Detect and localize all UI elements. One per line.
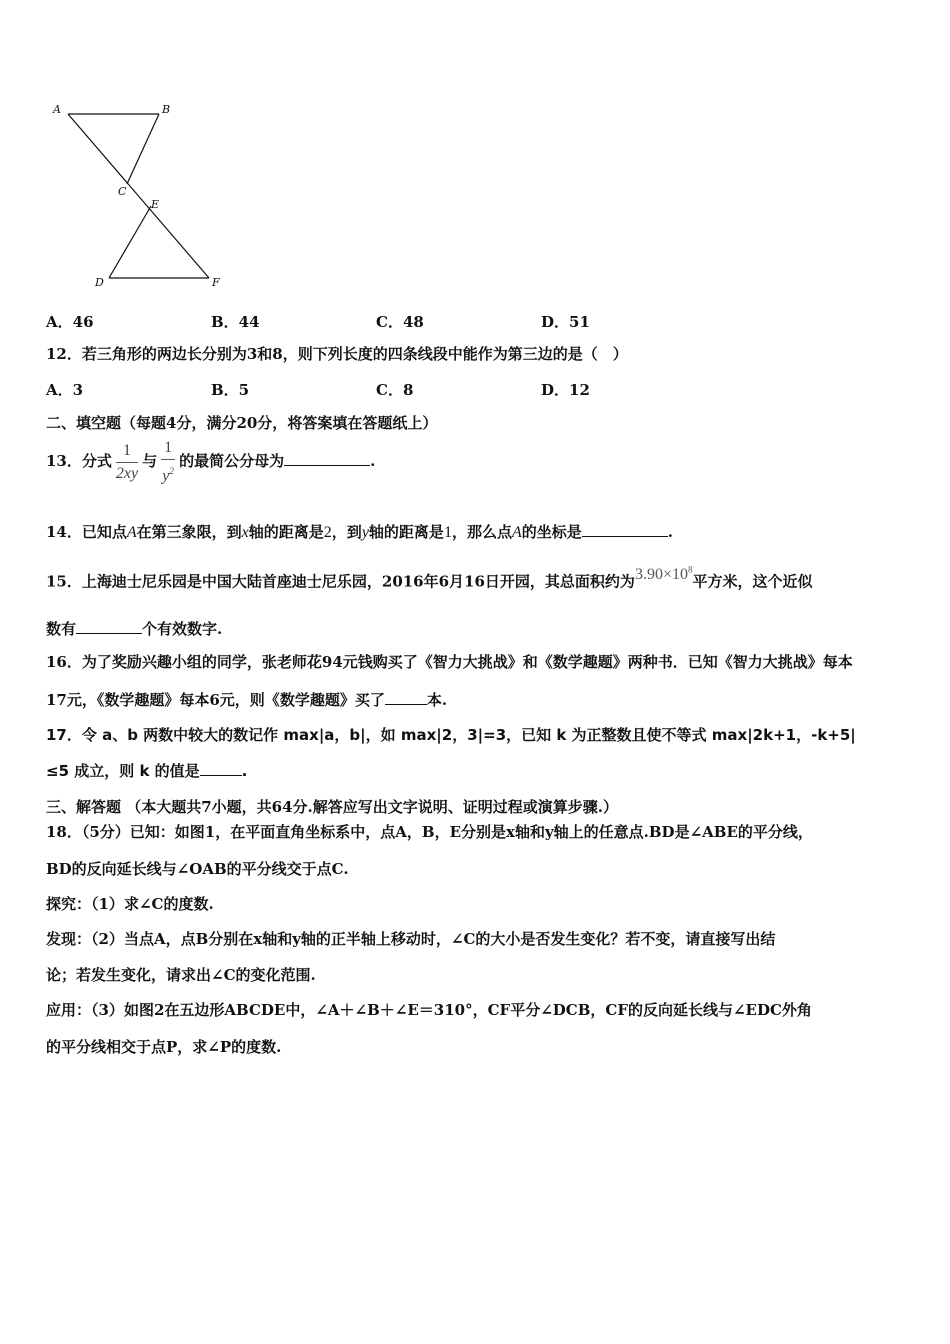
q11-option-d: D．51: [541, 313, 590, 331]
q13-prefix: 13．分式: [46, 452, 112, 470]
q17-question-line2: ≤5 成立，则 k 的值是 .: [46, 762, 248, 780]
label-a: A: [53, 103, 61, 116]
q17-question-line1: 17．令 a、b 两数中较大的数记作 max|a，b|，如 max|2，3|=3，已知 k 为正整数且使不等式 max|2k+1，-k+5|: [46, 726, 856, 744]
fraction-1-over-2xy: $\frac{1}{2xy}$: [115, 441, 139, 482]
q11-option-a: A．46: [46, 313, 94, 331]
label-b: B: [162, 103, 171, 116]
q16-question-line2: 17元，《数学趣题》每本6元，则《数学趣题》买了 本.: [46, 691, 448, 709]
segment-af: [68, 114, 209, 278]
q12-option-d: D．12: [541, 381, 590, 399]
q13-suffix: 的最简公分母为: [179, 452, 285, 470]
fraction-1-over-y2: $\frac{1}{y^2}$: [162, 438, 174, 485]
q18-line2: BD的反向延长线与∠OAB的平分线交于点C.: [46, 860, 349, 878]
answer-blank: [385, 690, 427, 705]
section-solve-heading: 三、解答题 （本大题共7小题，共64分.解答应写出文字说明、证明过程或演算步骤.）: [46, 798, 618, 816]
q16-question-line1: 16．为了奖励兴趣小组的同学，张老师花94元钱购买了《智力大挑战》和《数学趣题》两种书．已知《智力大挑战》每本: [46, 653, 853, 671]
q18-discover-line1: 发现：（2）当点A，点B分别在x轴和y轴的正半轴上移动时，∠C的大小是否发生变化？若不变，请直接写出结: [46, 930, 776, 948]
q12-option-b: B．5: [211, 381, 250, 399]
q12-option-c: C．8: [376, 381, 414, 399]
q15-scientific-notation: $3.90\times 10^8$: [634, 565, 693, 584]
q12-option-a: A．3: [46, 381, 84, 399]
q14-question: 14．已知点A在第三象限，到x轴的距离是2，到y轴的距离是1，那么点A的坐标是 .: [46, 523, 673, 541]
q18-discover-line2: 论；若发生变化，请求出∠C的变化范围.: [46, 966, 316, 984]
segment-bc: [127, 114, 159, 184]
q18-apply-line2: 的平分线相交于点P，求∠P的度数.: [46, 1038, 282, 1056]
geometry-figure: [46, 96, 236, 296]
answer-blank: [76, 619, 142, 634]
q11-option-b: B．44: [211, 313, 260, 331]
q18-line1: 18．（5分）已知：如图1，在平面直角坐标系中，点A，B，E分别是x轴和y轴上的任意点.BD是∠ABE的平分线，: [46, 823, 813, 841]
segment-ed: [109, 206, 151, 278]
q11-option-c: C．48: [376, 313, 424, 331]
q15-question-line1: 15．上海迪士尼乐园是中国大陆首座迪士尼乐园，2016年6月16日开园，其总面积约为$3.90\times 10^8$平方米，这个近似: [46, 565, 813, 591]
section-fill-in-heading: 二、填空题（每题4分，满分20分，将答案填在答题纸上）: [46, 414, 438, 432]
answer-blank: [200, 761, 242, 776]
label-d: D: [95, 276, 104, 289]
q18-apply-line1: 应用：（3）如图2在五边形ABCDE中，∠A＋∠B＋∠E＝310°，CF平分∠DCB，CF的反向延长线与∠EDC外角: [46, 1001, 812, 1019]
q13-question: 13．分式 $\frac{1}{2xy}$ 与 $\frac{1}{y^2}$ 的最简公分母为 .: [46, 438, 376, 485]
label-e: E: [151, 198, 160, 211]
answer-blank: [582, 522, 668, 537]
q15-question-line2: 数有 个有效数字.: [46, 620, 223, 638]
label-c: C: [118, 185, 127, 198]
label-f: F: [212, 276, 220, 289]
q13-mid: 与: [142, 452, 158, 470]
answer-blank: [284, 451, 370, 466]
q12-question: 12．若三角形的两边长分别为3和8，则下列长度的四条线段中能作为第三边的是（ ）: [46, 345, 628, 363]
q18-explore: 探究：（1）求∠C的度数.: [46, 895, 214, 913]
